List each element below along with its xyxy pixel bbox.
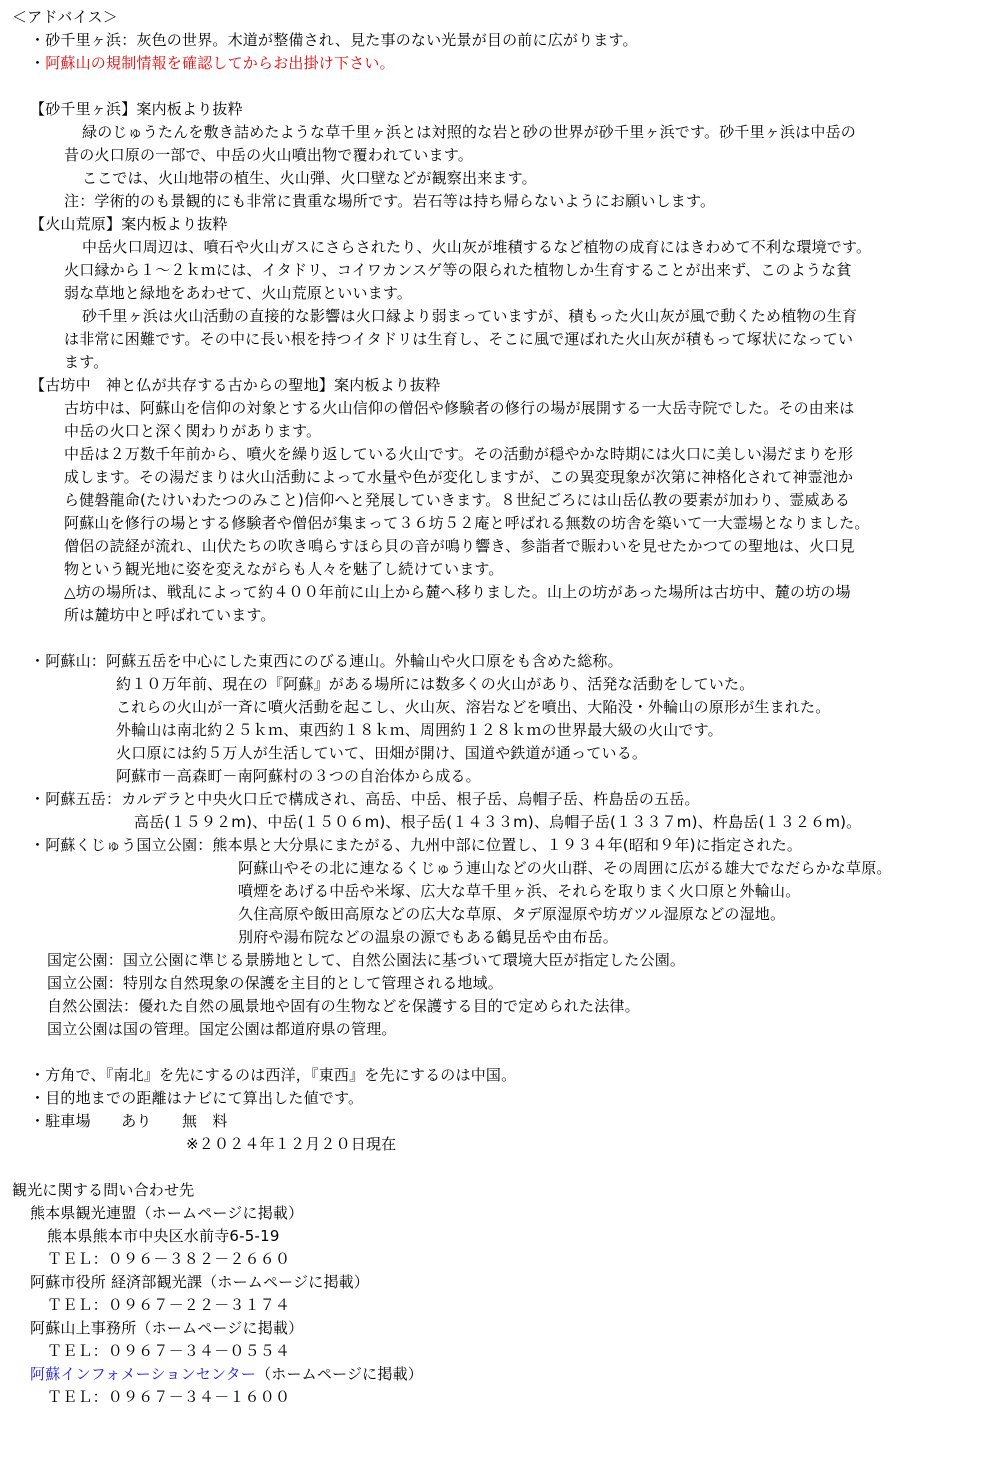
kobouchu-text: △坊の場所は、戦乱によって約４００年前に山上から麓へ移りました。山上の坊があった場所は古坊中、麓の坊の場 xyxy=(64,583,851,601)
park-term-definition: 国定公園：国立公園に準じる景勝地として、自然公園法に基づいて環境大臣が指定した公園。 xyxy=(47,951,686,969)
advice-warning-line xyxy=(30,52,395,75)
national-park-definition: ・阿蘇くじゅう国立公園：熊本県と大分県にまたがる、九州中部に位置し、１９３４年(昭和９年)に指定された。 xyxy=(30,836,803,854)
park-term-definition: 国立公園は国の管理。国定公園は都道府県の管理。 xyxy=(47,1020,397,1038)
direction-note: ・方角で、『南北』を先にするのは西洋，『東西』を先にするのは中国。 xyxy=(30,1066,517,1084)
contact-phone: ＴＥＬ：０９６７－３４－０５５４ xyxy=(47,1342,291,1360)
advice-item-sunasenri: ・砂千里ヶ浜：灰色の世界。木道が整備され、見た事のない光景が目の前に広がります。 xyxy=(30,31,638,49)
kobouchu-text: 阿蘇山を修行の場とする修験者や僧侶が集まって３６坊５２庵と呼ばれる無数の坊舎を築いて一大霊場となりました。 xyxy=(64,514,870,532)
park-term-definition: 国立公園：特別な自然現象の保護を主目的として管理される地域。 xyxy=(47,974,504,992)
national-park-detail: 久住高原や飯田高原などの広大な草原、タデ原湿原や坊ガツル湿原などの湿地。 xyxy=(238,905,786,923)
sunasenri-heading: 【砂千里ヶ浜】案内板より抜粋 xyxy=(30,100,243,118)
kazan-kougen-text: は非常に困難です。その中に長い根を持つイタドリは生育し、そこに風で運ばれた火山灰が積もって塚状になってい xyxy=(64,330,854,348)
contact-name-suffix: （ホームページに掲載） xyxy=(256,1365,423,1383)
sunasenri-text: 昔の火口原の一部で、中岳の火山噴出物で覆われています。 xyxy=(64,146,473,164)
contact-phone: ＴＥＬ：０９６－３８２－２６６０ xyxy=(47,1250,291,1268)
sunasenri-note: 注：学術的のも景観的にも非常に貴重な場所です。岩石等は持ち帰らないようにお願いします。 xyxy=(64,192,716,210)
aso-detail: これらの火山が一斉に噴火活動を起こし、火山灰、溶岩などを噴出、大陥没・外輪山の原形が生まれた。 xyxy=(116,698,831,716)
kazan-kougen-text: ます。 xyxy=(64,353,109,371)
kazan-kougen-text: 火口縁から１～２ｋｍには、イタドリ、コイワカンスゲ等の限られた植物しか生育することが出来ず、このような貧 xyxy=(64,261,852,279)
aso-definition: ・阿蘇山：阿蘇五岳を中心にした東西にのびる連山。外輪山や火口原をも含めた総称。 xyxy=(30,652,623,670)
kazan-kougen-heading: 【火山荒原】案内板より抜粋 xyxy=(30,215,228,233)
regulation-warning-text: 阿蘇山の規制情報を確認してからお出掛け下さい。 xyxy=(45,54,395,72)
kobouchu-text: 所は麓坊中と呼ばれています。 xyxy=(64,606,276,624)
kobouchu-text: 物という観光地に姿を変えながらも人々を魅了し続けています。 xyxy=(64,560,504,578)
kobouchu-text: 成します。その湯だまりは火山活動によって水量や色が変化しますが、この異変現象が次第に神格化されて神霊池か xyxy=(64,468,854,486)
national-park-detail: 噴煙をあげる中岳や米塚、広大な草千里ヶ浜、それらを取りまく火口原と外輪山。 xyxy=(238,882,801,900)
kazan-kougen-text: 砂千里ヶ浜は火山活動の直接的な影響は火口縁より弱まっていますが、積もった火山灰が風で動くため植物の生育 xyxy=(82,307,858,325)
sunasenri-text: 緑のじゅうたんを敷き詰めたような草千里ヶ浜とは対照的な岩と砂の世界が砂千里ヶ浜です。砂千里ヶ浜は中岳の xyxy=(82,123,857,141)
aso-gogaku-definition: ・阿蘇五岳：カルデラと中央火口丘で構成され、高岳、中岳、根子岳、烏帽子岳、杵島岳の五岳。 xyxy=(30,790,700,808)
kobouchu-text: ら健磐龍命(たけいわたつのみこと)信仰へと発展していきます。８世紀ごろには山岳仏教の要素が加わり、霊威ある xyxy=(64,491,851,509)
kobouchu-text: 古坊中は、阿蘇山を信仰の対象とする火山信仰の僧侶や修験者の修行の場が展開する一大岳寺院でした。その由来は xyxy=(64,399,855,417)
aso-detail: 約１０万年前、現在の『阿蘇』がある場所には数多くの火山があり、活発な活動をしていた。 xyxy=(116,675,755,693)
park-term-definition: 自然公園法：優れた自然の風景地や固有の生物などを保護する目的で定められた法律。 xyxy=(47,997,640,1015)
contact-address: 熊本県熊本市中央区水前寺6-5-19 xyxy=(47,1227,280,1245)
kobouchu-text: 中岳は２万数千年前から、噴火を繰り返している火山です。その活動が穏やかな時期には火口に美しい湯だまりを形 xyxy=(64,445,854,463)
kobouchu-text: 僧侶の読経が流れ、山伏たちの吹き鳴らすほら貝の音が鳴り響き、参詣者で賑わいを見せたかつての聖地は、火口見 xyxy=(64,537,855,555)
contact-name: 熊本県観光連盟（ホームページに掲載） xyxy=(30,1204,304,1222)
contact-name-line xyxy=(30,1363,423,1386)
kobouchu-heading: 【古坊中 神と仏が共存する古からの聖地】案内板より抜粋 xyxy=(30,376,441,394)
contact-phone: ＴＥＬ：０９６７－２２－３１７４ xyxy=(47,1296,291,1314)
distance-note: ・目的地までの距離はナビにて算出した値です。 xyxy=(30,1089,364,1107)
aso-detail: 阿蘇市－高森町－南阿蘇村の３つの自治体から成る。 xyxy=(116,767,481,785)
contact-phone: ＴＥＬ：０９６７－３４－１６００ xyxy=(47,1388,291,1406)
aso-gogaku-heights: 高岳(１５９２m)、中岳(１５０６m)、根子岳(１４３３m)、烏帽子岳(１３３７m)、杵島岳(１３２６m)。 xyxy=(134,813,862,831)
kobouchu-text: 中岳の火口と深く関わりがあります。 xyxy=(64,422,322,440)
sunasenri-text: ここでは、火山地帯の植生、火山弾、火口壁などが観察出来ます。 xyxy=(82,169,537,187)
national-park-detail: 別府や湯布院などの温泉の源でもある鶴見岳や由布岳。 xyxy=(238,928,619,946)
contacts-heading: 観光に関する問い合わせ先 xyxy=(12,1181,195,1199)
contact-name: 阿蘇山上事務所（ホームページに掲載） xyxy=(30,1319,304,1337)
advice-header: ＜アドバイス＞ xyxy=(12,8,118,26)
aso-info-center-link[interactable]: 阿蘇インフォメーションセンター xyxy=(30,1365,257,1383)
warning-bullet: ・ xyxy=(30,54,46,72)
as-of-date: ※２０２４年１２月２０日現在 xyxy=(186,1135,397,1153)
contact-name: 阿蘇市役所 経済部観光課（ホームページに掲載） xyxy=(30,1273,370,1291)
kazan-kougen-text: 中岳火口周辺は、噴石や火山ガスにさらされたり、火山灰が堆積するなど植物の成育にはきわめて不利な環境です。 xyxy=(82,238,872,256)
national-park-detail: 阿蘇山やその北に連なるくじゅう連山などの火山群、その周囲に広がる雄大でなだらかな草原。 xyxy=(238,859,892,877)
kazan-kougen-text: 弱な草地と緑地をあわせて、火山荒原といいます。 xyxy=(64,284,413,302)
aso-detail: 火口原には約５万人が生活していて、田畑が開け、国道や鉄道が通っている。 xyxy=(116,744,648,762)
aso-detail: 外輪山は南北約２５ｋｍ、東西約１８ｋｍ、周囲約１２８ｋｍの世界最大級の火山です。 xyxy=(116,721,723,739)
parking-info: ・駐車場 あり 無 料 xyxy=(30,1112,228,1130)
